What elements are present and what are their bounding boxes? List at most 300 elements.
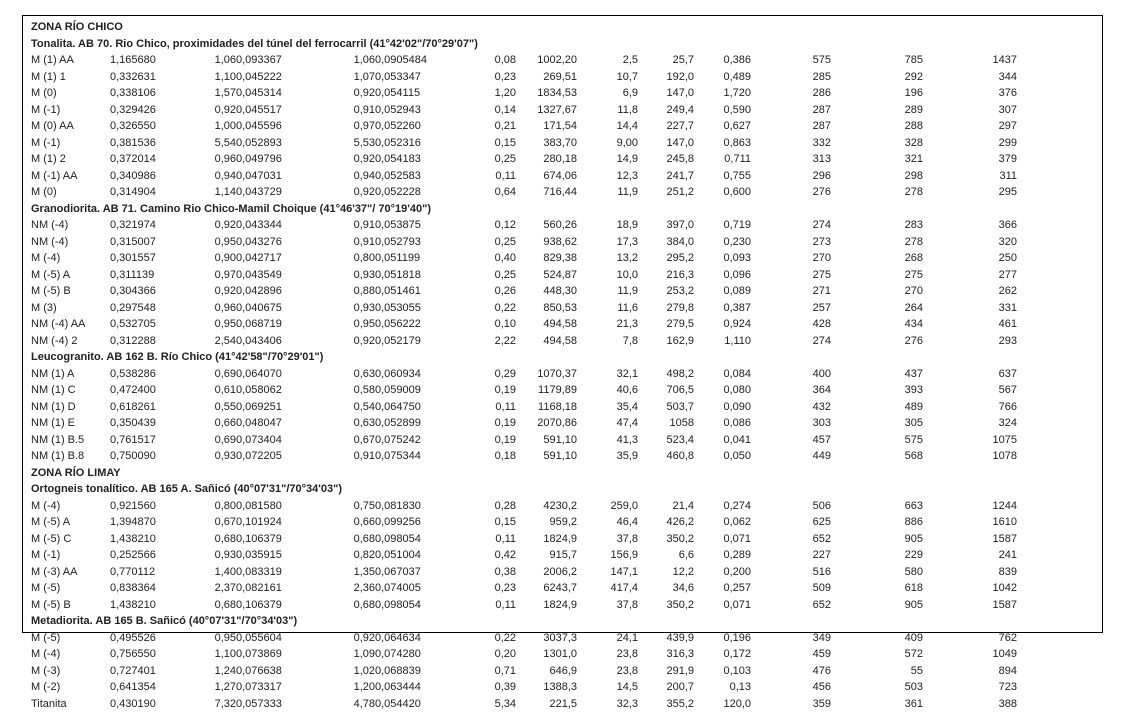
cell-col-11: 364 — [751, 382, 831, 399]
cell-col-10: 0,096 — [694, 267, 751, 284]
cell-col-2: 1,10 — [180, 646, 236, 663]
cell-sample: M (-1) — [31, 102, 110, 119]
cell-col-7: 1168,18 — [516, 399, 577, 416]
table-row — [31, 564, 1017, 581]
cell-col-4: 1,07 — [345, 69, 375, 86]
cell-col-7: 524,87 — [516, 267, 577, 284]
cell-col-4: 0,80 — [345, 250, 375, 267]
cell-col-2: 1,40 — [180, 564, 236, 581]
cell-col-10: 1,720 — [694, 85, 751, 102]
cell-col-7: 280,18 — [516, 151, 577, 168]
cell-col-7: 591,10 — [516, 448, 577, 465]
cell-col-6: 5,34 — [487, 696, 516, 712]
cell-col-6: 0,08 — [487, 52, 516, 69]
cell-col-13: 311 — [923, 168, 1017, 185]
cell-col-5: 0,052228 — [375, 184, 487, 201]
cell-sample: M (-5) — [31, 580, 110, 597]
cell-col-5: 0,063444 — [375, 679, 487, 696]
cell-col-8: 18,9 — [577, 217, 638, 234]
table-row — [31, 597, 1017, 614]
cell-col-3: 0,043549 — [236, 267, 345, 284]
cell-col-6: 0,21 — [487, 118, 516, 135]
cell-col-11: 303 — [751, 415, 831, 432]
cell-sample: M (0) AA — [31, 118, 110, 135]
cell-col-6: 0,64 — [487, 184, 516, 201]
cell-sample: M (-5) C — [31, 531, 110, 548]
cell-col-5: 0,054420 — [375, 696, 487, 712]
cell-col-12: 321 — [831, 151, 923, 168]
cell-sample: M (-5) B — [31, 597, 110, 614]
cell-col-10: 0,863 — [694, 135, 751, 152]
cell-col-5: 0,052583 — [375, 168, 487, 185]
cell-col-1: 1,438210 — [110, 531, 180, 548]
table-row — [31, 663, 1017, 680]
cell-col-13: 766 — [923, 399, 1017, 416]
cell-col-2: 0,69 — [180, 366, 236, 383]
cell-sample: NM (1) B.5 — [31, 432, 110, 449]
cell-col-13: 723 — [923, 679, 1017, 696]
cell-col-7: 269,51 — [516, 69, 577, 86]
cell-col-10: 0,627 — [694, 118, 751, 135]
cell-col-8: 21,3 — [577, 316, 638, 333]
cell-col-1: 0,618261 — [110, 399, 180, 416]
cell-col-2: 0,92 — [180, 102, 236, 119]
cell-col-6: 1,20 — [487, 85, 516, 102]
cell-col-7: 383,70 — [516, 135, 577, 152]
cell-col-10: 0,071 — [694, 597, 751, 614]
cell-col-2: 7,32 — [180, 696, 236, 712]
cell-col-2: 5,54 — [180, 135, 236, 152]
cell-col-10: 0,080 — [694, 382, 751, 399]
cell-col-4: 0,92 — [345, 630, 375, 647]
rock-unit-title: Ortogneis tonalítico. AB 165 A. Sañicó (40°07'31"/70°34'03") — [31, 481, 1017, 498]
table-row — [31, 102, 1017, 119]
cell-col-12: 785 — [831, 52, 923, 69]
cell-sample: M (-1) — [31, 135, 110, 152]
cell-col-1: 0,430190 — [110, 696, 180, 712]
cell-col-1: 0,750090 — [110, 448, 180, 465]
cell-col-7: 1301,0 — [516, 646, 577, 663]
cell-col-10: 0,090 — [694, 399, 751, 416]
cell-col-11: 459 — [751, 646, 831, 663]
cell-col-7: 448,30 — [516, 283, 577, 300]
cell-col-13: 1587 — [923, 531, 1017, 548]
cell-col-13: 1587 — [923, 597, 1017, 614]
cell-col-1: 0,311139 — [110, 267, 180, 284]
cell-col-6: 0,15 — [487, 135, 516, 152]
cell-col-8: 17,3 — [577, 234, 638, 251]
cell-col-12: 886 — [831, 514, 923, 531]
cell-col-8: 24,1 — [577, 630, 638, 647]
cell-col-8: 11,9 — [577, 283, 638, 300]
cell-sample: M (1) AA — [31, 52, 110, 69]
cell-col-8: 41,3 — [577, 432, 638, 449]
cell-col-11: 276 — [751, 184, 831, 201]
zone-header-row — [31, 465, 1017, 482]
cell-col-10: 0,071 — [694, 531, 751, 548]
cell-col-4: 0,66 — [345, 514, 375, 531]
cell-col-5: 0,052260 — [375, 118, 487, 135]
cell-col-11: 227 — [751, 547, 831, 564]
cell-col-6: 0,19 — [487, 432, 516, 449]
cell-col-2: 1,14 — [180, 184, 236, 201]
cell-col-7: 674,06 — [516, 168, 577, 185]
cell-col-4: 0,97 — [345, 118, 375, 135]
cell-col-5: 0,075344 — [375, 448, 487, 465]
cell-col-8: 14,5 — [577, 679, 638, 696]
cell-col-6: 0,25 — [487, 151, 516, 168]
cell-col-1: 0,297548 — [110, 300, 180, 317]
cell-col-3: 0,064070 — [236, 366, 345, 383]
cell-col-11: 449 — [751, 448, 831, 465]
cell-col-1: 0,329426 — [110, 102, 180, 119]
cell-col-7: 4230,2 — [516, 498, 577, 515]
cell-col-2: 0,61 — [180, 382, 236, 399]
cell-col-12: 278 — [831, 234, 923, 251]
cell-col-6: 0,38 — [487, 564, 516, 581]
rock-unit-title: Leucogranito. AB 162 B. Río Chico (41°42'58"/70°29'01") — [31, 349, 1017, 366]
table-row — [31, 630, 1017, 647]
cell-col-11: 287 — [751, 118, 831, 135]
cell-col-3: 0,093367 — [236, 52, 345, 69]
cell-col-11: 432 — [751, 399, 831, 416]
cell-col-9: 498,2 — [638, 366, 694, 383]
cell-col-8: 11,8 — [577, 102, 638, 119]
cell-col-3: 0,047031 — [236, 168, 345, 185]
cell-col-4: 0,91 — [345, 217, 375, 234]
cell-col-8: 11,6 — [577, 300, 638, 317]
cell-col-2: 2,54 — [180, 333, 236, 350]
cell-col-1: 0,321974 — [110, 217, 180, 234]
cell-col-1: 1,165680 — [110, 52, 180, 69]
cell-col-10: 1,110 — [694, 333, 751, 350]
cell-col-10: 0,084 — [694, 366, 751, 383]
table-row — [31, 399, 1017, 416]
cell-col-4: 0,75 — [345, 498, 375, 515]
cell-col-3: 0,106379 — [236, 531, 345, 548]
cell-col-6: 0,11 — [487, 399, 516, 416]
cell-col-8: 13,2 — [577, 250, 638, 267]
cell-col-6: 0,25 — [487, 234, 516, 251]
cell-sample: M (-4) — [31, 646, 110, 663]
cell-col-9: 279,5 — [638, 316, 694, 333]
cell-col-4: 0,93 — [345, 300, 375, 317]
cell-col-3: 0,073869 — [236, 646, 345, 663]
cell-col-1: 0,332631 — [110, 69, 180, 86]
cell-col-2: 0,94 — [180, 168, 236, 185]
cell-col-12: 283 — [831, 217, 923, 234]
cell-col-1: 0,315007 — [110, 234, 180, 251]
cell-col-12: 905 — [831, 531, 923, 548]
cell-col-5: 0,053055 — [375, 300, 487, 317]
cell-col-10: 0,289 — [694, 547, 751, 564]
cell-col-13: 1075 — [923, 432, 1017, 449]
cell-col-2: 0,95 — [180, 234, 236, 251]
table-row — [31, 514, 1017, 531]
table-row — [31, 646, 1017, 663]
cell-col-6: 0,11 — [487, 597, 516, 614]
cell-sample: M (1) 2 — [31, 151, 110, 168]
rock-unit-header-row — [31, 349, 1017, 366]
cell-col-7: 1824,9 — [516, 531, 577, 548]
cell-col-3: 0,073317 — [236, 679, 345, 696]
table-row — [31, 52, 1017, 69]
cell-col-7: 1070,37 — [516, 366, 577, 383]
cell-col-12: 292 — [831, 69, 923, 86]
cell-col-5: 0,067037 — [375, 564, 487, 581]
cell-col-1: 0,838364 — [110, 580, 180, 597]
cell-col-11: 476 — [751, 663, 831, 680]
cell-col-8: 2,5 — [577, 52, 638, 69]
cell-col-7: 171,54 — [516, 118, 577, 135]
cell-col-7: 850,53 — [516, 300, 577, 317]
cell-col-4: 1,35 — [345, 564, 375, 581]
cell-col-9: 227,7 — [638, 118, 694, 135]
cell-col-5: 0,074005 — [375, 580, 487, 597]
cell-col-7: 1824,9 — [516, 597, 577, 614]
cell-col-10: 0,062 — [694, 514, 751, 531]
cell-col-2: 0,55 — [180, 399, 236, 416]
cell-col-5: 0,052899 — [375, 415, 487, 432]
cell-col-4: 0,91 — [345, 102, 375, 119]
cell-col-7: 6243,7 — [516, 580, 577, 597]
cell-col-3: 0,057333 — [236, 696, 345, 712]
cell-col-8: 46,4 — [577, 514, 638, 531]
cell-col-4: 0,92 — [345, 151, 375, 168]
cell-col-6: 0,12 — [487, 217, 516, 234]
cell-col-4: 5,53 — [345, 135, 375, 152]
cell-col-13: 241 — [923, 547, 1017, 564]
cell-sample: NM (1) B.8 — [31, 448, 110, 465]
rock-unit-header-row — [31, 36, 1017, 53]
cell-col-10: 0,489 — [694, 69, 751, 86]
cell-col-2: 0,90 — [180, 250, 236, 267]
cell-col-2: 0,93 — [180, 547, 236, 564]
cell-col-5: 0,074280 — [375, 646, 487, 663]
cell-col-12: 288 — [831, 118, 923, 135]
cell-col-10: 0,200 — [694, 564, 751, 581]
cell-col-5: 0,060934 — [375, 366, 487, 383]
cell-col-7: 3037,3 — [516, 630, 577, 647]
cell-col-6: 0,26 — [487, 283, 516, 300]
cell-col-6: 0,22 — [487, 630, 516, 647]
cell-col-11: 652 — [751, 597, 831, 614]
cell-col-13: 307 — [923, 102, 1017, 119]
cell-col-5: 0,068839 — [375, 663, 487, 680]
cell-sample: M (-5) — [31, 630, 110, 647]
table-row — [31, 547, 1017, 564]
cell-col-3: 0,045222 — [236, 69, 345, 86]
cell-sample: M (0) — [31, 184, 110, 201]
cell-col-1: 0,641354 — [110, 679, 180, 696]
cell-col-8: 23,8 — [577, 663, 638, 680]
table-row — [31, 580, 1017, 597]
cell-col-11: 349 — [751, 630, 831, 647]
cell-col-2: 2,37 — [180, 580, 236, 597]
cell-col-11: 296 — [751, 168, 831, 185]
table-row — [31, 168, 1017, 185]
cell-col-8: 417,4 — [577, 580, 638, 597]
cell-sample: NM (-4) 2 — [31, 333, 110, 350]
cell-col-8: 10,7 — [577, 69, 638, 86]
cell-col-4: 0,91 — [345, 448, 375, 465]
cell-col-3: 0,083319 — [236, 564, 345, 581]
cell-col-9: 397,0 — [638, 217, 694, 234]
cell-col-10: 0,089 — [694, 283, 751, 300]
cell-col-13: 1042 — [923, 580, 1017, 597]
cell-col-12: 575 — [831, 432, 923, 449]
cell-col-4: 0,82 — [345, 547, 375, 564]
cell-col-11: 287 — [751, 102, 831, 119]
cell-col-9: 426,2 — [638, 514, 694, 531]
cell-col-13: 1078 — [923, 448, 1017, 465]
cell-col-13: 762 — [923, 630, 1017, 647]
table-row — [31, 85, 1017, 102]
cell-col-13: 1437 — [923, 52, 1017, 69]
cell-col-8: 14,4 — [577, 118, 638, 135]
cell-col-7: 959,2 — [516, 514, 577, 531]
cell-col-9: 460,8 — [638, 448, 694, 465]
cell-col-1: 0,372014 — [110, 151, 180, 168]
cell-col-3: 0,043729 — [236, 184, 345, 201]
cell-sample: NM (-4) AA — [31, 316, 110, 333]
cell-col-5: 0,052793 — [375, 234, 487, 251]
cell-col-3: 0,048047 — [236, 415, 345, 432]
cell-col-5: 0,099256 — [375, 514, 487, 531]
cell-col-12: 572 — [831, 646, 923, 663]
table-row — [31, 679, 1017, 696]
cell-col-6: 0,23 — [487, 580, 516, 597]
cell-col-8: 12,3 — [577, 168, 638, 185]
cell-col-2: 0,80 — [180, 498, 236, 515]
cell-sample: M (-3) — [31, 663, 110, 680]
cell-sample: M (-1) — [31, 547, 110, 564]
table-row — [31, 448, 1017, 465]
cell-col-12: 55 — [831, 663, 923, 680]
cell-col-11: 257 — [751, 300, 831, 317]
cell-sample: Titanita — [31, 696, 110, 712]
cell-col-3: 0,058062 — [236, 382, 345, 399]
cell-col-2: 0,97 — [180, 267, 236, 284]
cell-col-12: 580 — [831, 564, 923, 581]
geochronology-table — [31, 19, 1017, 712]
cell-col-5: 0,056222 — [375, 316, 487, 333]
cell-col-5: 0,052943 — [375, 102, 487, 119]
cell-col-3: 0,073404 — [236, 432, 345, 449]
cell-col-13: 461 — [923, 316, 1017, 333]
table-row — [31, 382, 1017, 399]
cell-sample: M (-4) — [31, 250, 110, 267]
cell-col-4: 0,63 — [345, 366, 375, 383]
cell-col-11: 625 — [751, 514, 831, 531]
cell-col-2: 0,67 — [180, 514, 236, 531]
cell-col-12: 268 — [831, 250, 923, 267]
cell-col-1: 0,312288 — [110, 333, 180, 350]
cell-col-3: 0,045517 — [236, 102, 345, 119]
cell-col-8: 10,0 — [577, 267, 638, 284]
data-table-frame — [22, 15, 1103, 633]
cell-col-5: 0,075242 — [375, 432, 487, 449]
rock-unit-title: Metadiorita. AB 165 B. Sañicó (40°07'31"/70°34'03") — [31, 613, 1017, 630]
cell-col-1: 0,921560 — [110, 498, 180, 515]
cell-col-3: 0,045314 — [236, 85, 345, 102]
cell-col-7: 1834,53 — [516, 85, 577, 102]
cell-col-10: 0,711 — [694, 151, 751, 168]
cell-col-12: 289 — [831, 102, 923, 119]
cell-col-2: 1,27 — [180, 679, 236, 696]
cell-col-12: 328 — [831, 135, 923, 152]
cell-col-3: 0,040675 — [236, 300, 345, 317]
table-row — [31, 217, 1017, 234]
table-row — [31, 184, 1017, 201]
cell-col-3: 0,072205 — [236, 448, 345, 465]
cell-col-10: 0,274 — [694, 498, 751, 515]
cell-col-5: 0,054115 — [375, 85, 487, 102]
cell-col-3: 0,043406 — [236, 333, 345, 350]
cell-col-1: 0,495526 — [110, 630, 180, 647]
table-row — [31, 267, 1017, 284]
cell-col-9: 279,8 — [638, 300, 694, 317]
cell-col-9: 241,7 — [638, 168, 694, 185]
cell-col-1: 0,761517 — [110, 432, 180, 449]
cell-col-13: 567 — [923, 382, 1017, 399]
cell-col-4: 0,93 — [345, 267, 375, 284]
cell-col-5: 0,051199 — [375, 250, 487, 267]
cell-col-2: 0,92 — [180, 283, 236, 300]
zone-title: ZONA RÍO LIMAY — [31, 465, 1017, 482]
cell-col-1: 0,532705 — [110, 316, 180, 333]
cell-col-2: 0,93 — [180, 448, 236, 465]
cell-col-4: 0,54 — [345, 399, 375, 416]
cell-col-10: 0,257 — [694, 580, 751, 597]
cell-col-9: 216,3 — [638, 267, 694, 284]
cell-col-6: 0,23 — [487, 69, 516, 86]
cell-col-5: 0,0905484 — [375, 52, 487, 69]
cell-col-9: 439,9 — [638, 630, 694, 647]
cell-col-3: 0,082161 — [236, 580, 345, 597]
cell-col-4: 0,92 — [345, 85, 375, 102]
cell-col-11: 457 — [751, 432, 831, 449]
cell-col-8: 11,9 — [577, 184, 638, 201]
cell-col-13: 379 — [923, 151, 1017, 168]
cell-sample: NM (-4) — [31, 217, 110, 234]
cell-col-12: 409 — [831, 630, 923, 647]
cell-col-5: 0,052179 — [375, 333, 487, 350]
cell-col-11: 428 — [751, 316, 831, 333]
cell-col-13: 388 — [923, 696, 1017, 712]
cell-col-3: 0,076638 — [236, 663, 345, 680]
cell-col-3: 0,042896 — [236, 283, 345, 300]
cell-col-3: 0,106379 — [236, 597, 345, 614]
cell-col-4: 1,02 — [345, 663, 375, 680]
cell-col-7: 494,58 — [516, 333, 577, 350]
cell-col-9: 251,2 — [638, 184, 694, 201]
cell-col-11: 285 — [751, 69, 831, 86]
cell-col-13: 250 — [923, 250, 1017, 267]
table-row — [31, 283, 1017, 300]
cell-sample: NM (1) A — [31, 366, 110, 383]
cell-col-4: 0,95 — [345, 316, 375, 333]
cell-col-5: 0,053875 — [375, 217, 487, 234]
cell-col-1: 0,756550 — [110, 646, 180, 663]
table-row — [31, 118, 1017, 135]
cell-col-9: 12,2 — [638, 564, 694, 581]
table-row — [31, 696, 1017, 712]
cell-col-10: 0,041 — [694, 432, 751, 449]
cell-col-10: 0,600 — [694, 184, 751, 201]
cell-col-7: 560,26 — [516, 217, 577, 234]
cell-col-1: 0,338106 — [110, 85, 180, 102]
